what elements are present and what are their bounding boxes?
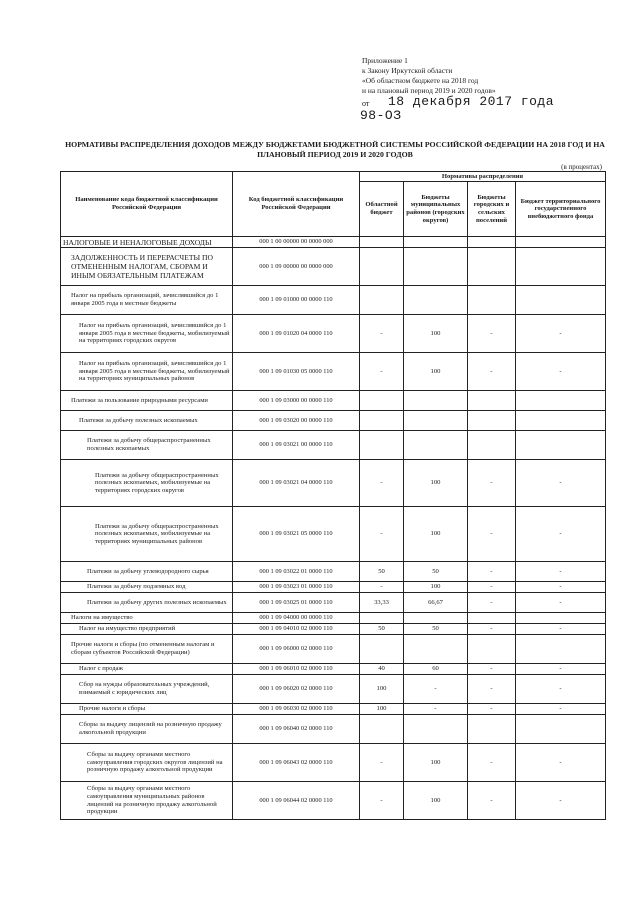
row-fund <box>516 715 606 744</box>
row-fund <box>516 391 606 411</box>
row-municipal <box>404 635 468 664</box>
row-municipal <box>404 431 468 460</box>
header-municipal: Бюджеты муниципальных районов (городских округов) <box>404 182 468 237</box>
row-settlements: - <box>468 582 516 593</box>
row-code: 000 1 09 03022 01 0000 110 <box>233 562 360 582</box>
row-fund: - <box>516 624 606 635</box>
row-fund: - <box>516 782 606 820</box>
row-regional: 33,33 <box>360 593 404 613</box>
table-row <box>61 237 606 248</box>
row-municipal <box>404 237 468 248</box>
table-row <box>61 460 606 507</box>
table-row <box>61 315 606 353</box>
row-fund <box>516 613 606 624</box>
row-name: Налог на прибыль организаций, зачислявшийся до 1 января 2005 года в местные бюджеты, мобилизуемый на территориях муниципальных районов <box>61 353 233 391</box>
row-name: Налог на прибыль организаций, зачислявшийся до 1 января 2005 года в местные бюджеты, мобилизуемый на территориях городских округов <box>61 315 233 353</box>
row-municipal <box>404 411 468 431</box>
stamp-date: 18 декабря 2017 года <box>388 94 555 109</box>
row-regional: - <box>360 315 404 353</box>
row-fund <box>516 286 606 315</box>
row-code: 000 1 09 06000 02 0000 110 <box>233 635 360 664</box>
row-settlements: - <box>468 624 516 635</box>
row-settlements: - <box>468 315 516 353</box>
row-settlements: - <box>468 562 516 582</box>
row-fund <box>516 237 606 248</box>
row-fund: - <box>516 744 606 782</box>
row-name: Платежи за добычу полезных ископаемых <box>61 411 233 431</box>
row-fund <box>516 431 606 460</box>
table-row <box>61 664 606 675</box>
table-row <box>61 593 606 613</box>
units-note: (в процентах) <box>561 163 602 171</box>
row-fund <box>516 635 606 664</box>
row-code: 000 1 09 04010 02 0000 110 <box>233 624 360 635</box>
row-regional: - <box>360 353 404 391</box>
row-fund: - <box>516 353 606 391</box>
row-code: 000 1 09 00000 00 0000 000 <box>233 248 360 286</box>
row-regional: 50 <box>360 624 404 635</box>
row-settlements <box>468 431 516 460</box>
row-settlements <box>468 248 516 286</box>
row-name: Платежи за добычу общераспространенных полезных ископаемых, мобилизуемые на территориях муниципальных районов <box>61 507 233 562</box>
row-settlements <box>468 411 516 431</box>
row-regional: 50 <box>360 562 404 582</box>
appendix-block <box>362 56 496 96</box>
row-settlements <box>468 391 516 411</box>
row-settlements: - <box>468 744 516 782</box>
row-name: Платежи за добычу подземных вод <box>61 582 233 593</box>
row-settlements <box>468 237 516 248</box>
row-municipal: 100 <box>404 782 468 820</box>
row-code: 000 1 09 03000 00 0000 110 <box>233 391 360 411</box>
row-code: 000 1 09 06040 02 0000 110 <box>233 715 360 744</box>
row-regional: - <box>360 582 404 593</box>
row-regional <box>360 248 404 286</box>
table-row <box>61 744 606 782</box>
table-body <box>61 237 606 820</box>
row-regional: - <box>360 507 404 562</box>
table-row <box>61 248 606 286</box>
appendix-line: к Закону Иркутской области <box>362 66 453 75</box>
row-fund: - <box>516 582 606 593</box>
row-name: Платежи за добычу других полезных ископаемых <box>61 593 233 613</box>
row-municipal: 100 <box>404 507 468 562</box>
table-row <box>61 582 606 593</box>
row-fund: - <box>516 675 606 704</box>
row-name: Платежи за пользование природными ресурсами <box>61 391 233 411</box>
norms-table <box>60 171 606 820</box>
row-municipal: 100 <box>404 460 468 507</box>
table-row <box>61 624 606 635</box>
row-regional: - <box>360 782 404 820</box>
row-code: 000 1 09 03023 01 0000 110 <box>233 582 360 593</box>
row-fund: - <box>516 593 606 613</box>
row-settlements <box>468 613 516 624</box>
table-row <box>61 431 606 460</box>
row-name: Налог с продаж <box>61 664 233 675</box>
row-regional <box>360 286 404 315</box>
row-name: Налоги на имущество <box>61 613 233 624</box>
row-municipal: - <box>404 675 468 704</box>
row-regional: - <box>360 744 404 782</box>
row-settlements <box>468 635 516 664</box>
row-name: Платежи за добычу общераспространенных полезных ископаемых <box>61 431 233 460</box>
appendix-line: Приложение 1 <box>362 56 408 65</box>
table-row <box>61 411 606 431</box>
table-row <box>61 635 606 664</box>
row-name: НАЛОГОВЫЕ И НЕНАЛОГОВЫЕ ДОХОДЫ <box>61 237 233 248</box>
row-fund: - <box>516 664 606 675</box>
table-row <box>61 782 606 820</box>
row-code: 000 1 09 03025 01 0000 110 <box>233 593 360 613</box>
table-row <box>61 675 606 704</box>
row-name: Налог на прибыль организаций, зачислявшийся до 1 января 2005 года в местные бюджеты <box>61 286 233 315</box>
row-regional <box>360 715 404 744</box>
row-settlements: - <box>468 782 516 820</box>
table-row <box>61 507 606 562</box>
row-name: Сборы за выдачу органами местного самоуправления муниципальных районов лицензий на розничную продажу алкогольной продукции <box>61 782 233 820</box>
row-municipal <box>404 391 468 411</box>
table-row <box>61 704 606 715</box>
row-code: 000 1 09 01030 05 0000 110 <box>233 353 360 391</box>
row-regional: - <box>360 460 404 507</box>
row-municipal: 50 <box>404 562 468 582</box>
row-settlements: - <box>468 704 516 715</box>
row-code: 000 1 09 06044 02 0000 110 <box>233 782 360 820</box>
row-fund: - <box>516 562 606 582</box>
row-fund <box>516 248 606 286</box>
row-name: Налог на имущество предприятий <box>61 624 233 635</box>
header-regional: Областной бюджет <box>360 182 404 237</box>
row-municipal: 66,67 <box>404 593 468 613</box>
table-row <box>61 562 606 582</box>
row-settlements: - <box>468 353 516 391</box>
document-title: НОРМАТИВЫ РАСПРЕДЕЛЕНИЯ ДОХОДОВ МЕЖДУ БЮДЖЕТАМИ БЮДЖЕТНОЙ СИСТЕМЫ РОССИЙСКОЙ ФЕДЕРАЦИИ НА 2018 ГОД И НА ПЛАНОВЫЙ ПЕРИОД 2019 И 2020 ГОДОВ <box>65 140 605 159</box>
row-settlements: - <box>468 593 516 613</box>
row-name: Прочие налоги и сборы (по отмененным налогам и сборам субъектов Российской Федерации) <box>61 635 233 664</box>
row-municipal <box>404 715 468 744</box>
row-name: Прочие налоги и сборы <box>61 704 233 715</box>
row-code: 000 1 09 03021 04 0000 110 <box>233 460 360 507</box>
appendix-line: и на плановый период 2019 и 2020 годов» <box>362 86 496 95</box>
row-regional: 100 <box>360 704 404 715</box>
row-code: 000 1 09 01000 00 0000 110 <box>233 286 360 315</box>
row-name: Платежи за добычу углеводородного сырья <box>61 562 233 582</box>
row-settlements: - <box>468 675 516 704</box>
row-municipal: - <box>404 704 468 715</box>
row-settlements: - <box>468 664 516 675</box>
table-row <box>61 613 606 624</box>
row-municipal: 100 <box>404 582 468 593</box>
row-settlements: - <box>468 460 516 507</box>
row-settlements <box>468 715 516 744</box>
header-settlements: Бюджеты городских и сельских поселений <box>468 182 516 237</box>
row-fund: - <box>516 315 606 353</box>
row-settlements <box>468 286 516 315</box>
row-code: 000 1 09 06030 02 0000 110 <box>233 704 360 715</box>
row-regional <box>360 613 404 624</box>
row-name: Сборы за выдачу лицензий на розничную продажу алкогольной продукции <box>61 715 233 744</box>
row-fund: - <box>516 507 606 562</box>
row-code: 000 1 09 03021 00 0000 110 <box>233 431 360 460</box>
header-code: Код бюджетной классификации Российской Федерации <box>233 172 360 237</box>
row-fund: - <box>516 460 606 507</box>
row-regional <box>360 431 404 460</box>
row-municipal <box>404 248 468 286</box>
row-regional <box>360 411 404 431</box>
row-municipal: 50 <box>404 624 468 635</box>
row-code: 000 1 09 04000 00 0000 110 <box>233 613 360 624</box>
row-municipal: 100 <box>404 744 468 782</box>
row-name: Сбор на нужды образовательных учреждений, взимаемый с юридических лиц <box>61 675 233 704</box>
header-name: Наименование кода бюджетной классификации Российской Федерации <box>61 172 233 237</box>
row-name: ЗАДОЛЖЕННОСТЬ И ПЕРЕРАСЧЕТЫ ПО ОТМЕНЕННЫМ НАЛОГАМ, СБОРАМ И ИНЫМ ОБЯЗАТЕЛЬНЫМ ПЛАТЕЖАМ <box>61 248 233 286</box>
row-fund: - <box>516 704 606 715</box>
row-municipal: 60 <box>404 664 468 675</box>
row-municipal: 100 <box>404 315 468 353</box>
row-regional <box>360 237 404 248</box>
table-row <box>61 715 606 744</box>
row-regional <box>360 391 404 411</box>
date-prefix: от <box>362 99 370 108</box>
row-regional: 100 <box>360 675 404 704</box>
row-code: 000 1 09 03021 05 0000 110 <box>233 507 360 562</box>
appendix-line: «Об областном бюджете на 2018 год <box>362 76 479 85</box>
row-code: 000 1 09 06010 02 0000 110 <box>233 664 360 675</box>
row-code: 000 1 00 00000 00 0000 000 <box>233 237 360 248</box>
row-name: Платежи за добычу общераспространенных полезных ископаемых, мобилизуемые на территориях городских округов <box>61 460 233 507</box>
row-code: 000 1 09 06043 02 0000 110 <box>233 744 360 782</box>
row-code: 000 1 09 03020 00 0000 110 <box>233 411 360 431</box>
row-regional: 40 <box>360 664 404 675</box>
table-row <box>61 286 606 315</box>
stamp-number: 98-ОЗ <box>360 108 402 123</box>
header-fund: Бюджет территориального государственного внебюджетного фонда <box>516 182 606 237</box>
row-settlements: - <box>468 507 516 562</box>
row-name: Сборы за выдачу органами местного самоуправления городских округов лицензий на розничную продажу алкогольной продукции <box>61 744 233 782</box>
header-group: Нормативы распределения <box>360 172 606 182</box>
row-code: 000 1 09 06020 02 0000 110 <box>233 675 360 704</box>
row-code: 000 1 09 01020 04 0000 110 <box>233 315 360 353</box>
row-municipal <box>404 286 468 315</box>
row-municipal <box>404 613 468 624</box>
row-municipal: 100 <box>404 353 468 391</box>
table-row <box>61 353 606 391</box>
row-regional <box>360 635 404 664</box>
row-fund <box>516 411 606 431</box>
table-row <box>61 391 606 411</box>
